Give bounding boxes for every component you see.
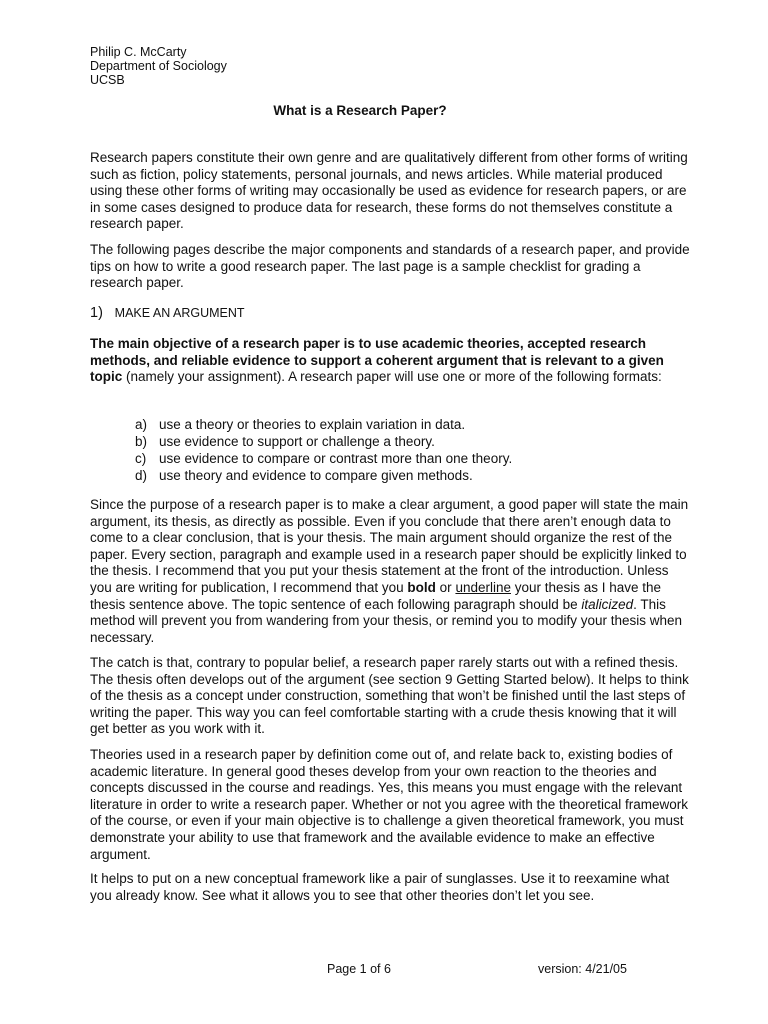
- argument-text-or: or: [435, 579, 456, 595]
- list-item-text: use evidence to compare or contrast more than one theory.: [159, 451, 513, 466]
- argument-text-c: . This method will prevent you from wandering from your thesis, or remind you to modify your thesis when necessary.: [90, 596, 683, 645]
- list-marker: c): [135, 451, 147, 466]
- author-department: Department of Sociology: [90, 59, 227, 73]
- section-title: MAKE AN ARGUMENT: [114, 306, 245, 320]
- list-item: [135, 450, 512, 467]
- thesis-statement: The main objective of a research paper is to use academic theories, accepted research methods, and reliable evidence to support a coherent argument that is relevant to a given topic: [90, 336, 664, 385]
- argument-paragraph: [90, 497, 690, 646]
- lead-rest-text: (namely your assignment). A research paper will use one or more of the following formats:: [122, 369, 662, 385]
- version-label: version: 4/21/05: [538, 962, 627, 976]
- list-item-text: use theory and evidence to compare given methods.: [159, 468, 473, 483]
- section-number: 1): [90, 305, 103, 321]
- bold-word: bold: [407, 579, 436, 595]
- list-item-text: use a theory or theories to explain variation in data.: [159, 417, 466, 432]
- catch-paragraph: The catch is that, contrary to popular belief, a research paper rarely starts out with a refined thesis. The thesis often develops out of the argument (see section 9 Getting Started below). It helps to think of the thesis as a concept under construction, something that won’t be finished until the last steps of writing the paper. This way you can feel comfortable starting with a crude thesis knowing that it will get better as you work with it.: [90, 655, 689, 737]
- section-lead-paragraph: [90, 336, 690, 386]
- intro-paragraph-2: The following pages describe the major components and standards of a research paper, and provide tips on how to write a good research paper. The last page is a sample checklist for grading a research paper.: [90, 242, 690, 291]
- argument-text-b: your thesis as I have the thesis sentence above. The topic sentence of each following paragraph should be: [90, 579, 662, 612]
- list-item-text: use evidence to support or challenge a theory.: [159, 434, 435, 449]
- list-item: [135, 467, 512, 484]
- author-block: [90, 45, 227, 87]
- list-marker: b): [135, 434, 148, 449]
- argument-text-a: Since the purpose of a research paper is to make a clear argument, a good paper will state the main argument, its thesis, as directly as possible. Even if you conclude that there aren’t enough data to come to a clear conclusion, that is your thesis. The main argument should organize the rest of the paper. Every section, paragraph and example used in a research paper should be explicitly linked to the thesis. I recommend that you put your thesis statement at the front of the introduction. Unless you are writing for publication, I recommend that you: [90, 497, 689, 595]
- italic-word: italicized: [581, 596, 634, 612]
- page-number: Page 1 of 6: [327, 962, 391, 976]
- list-item: [135, 416, 512, 433]
- author-institution: UCSB: [90, 73, 125, 87]
- section-heading: [90, 305, 245, 321]
- formats-list: [135, 416, 512, 484]
- intro-paragraph-1: Research papers constitute their own genre and are qualitatively different from other forms of writing such as fiction, policy statements, personal journals, and news articles. While material produced using these other forms of writing may occasionally be used as evidence for research papers, or are in some cases designed to produce data for research, these forms do not themselves constitute a research paper.: [90, 150, 688, 232]
- underline-word: underline: [455, 579, 511, 595]
- list-marker: d): [135, 468, 148, 483]
- sunglasses-paragraph: It helps to put on a new conceptual framework like a pair of sunglasses. Use it to reexamine what you already know. See what it allows you to see that other theories don’t let you see.: [90, 871, 670, 903]
- theories-paragraph: Theories used in a research paper by definition come out of, and relate back to, existing bodies of academic literature. In general good theses develop from your own reaction to the theories and concepts discussed in the course and readings. Yes, this means you must engage with the relevant literature in order to write a research paper. Whether or not you agree with the theoretical framework of the course, or even if your main objective is to challenge a given theoretical framework, you must demonstrate your ability to use that framework and the available evidence to make an effective argument.: [90, 747, 689, 862]
- list-item: [135, 433, 512, 450]
- list-marker: a): [135, 417, 148, 432]
- author-name: Philip C. McCarty: [90, 45, 187, 59]
- document-title: What is a Research Paper?: [273, 103, 447, 118]
